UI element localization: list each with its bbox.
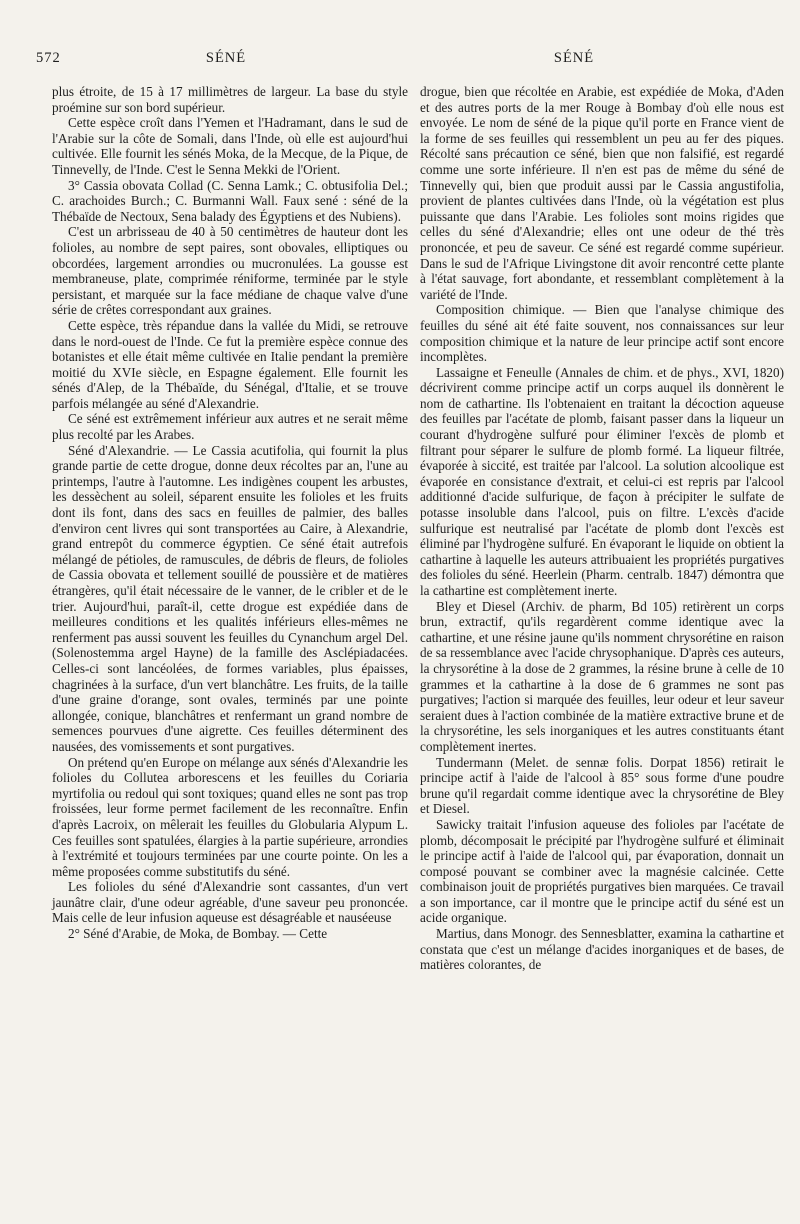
section-paragraph: Composition chimique. — Bien que l'analyse chimique des feuilles du séné ait été faite souvent, nos connaissances sur leur composition chimique et la nature de leur principe actif sont encore incomplètes. <box>420 302 784 365</box>
paragraph: 3° Cassia obovata Collad (C. Senna Lamk.; C. obtusifolia Del.; C. arachoides Burch.; C. Burmanni Wall. Faux sené : séné de la Thébaïde de Nectoux, Sena balady des Égyptiens et des Nubiens). <box>52 177 408 224</box>
paragraph: Lassaigne et Feneulle (Annales de chim. et de phys., XVI, 1820) décrivirent comme principe actif un corps auquel ils donnèrent le nom de cathartine. Ils l'obtenaient en traitant la décoction aqueuse des feuilles par l'acétate de plomb, faisant passer dans la liqueur un courant d'hydrogène sulfuré pour éliminer l'excès de plomb et filtrant pour séparer le sulfure de plomb formé. La liqueur filtrée, évaporée à siccité, est traitée par l'alcool. La solution alcoolique est évaporée en consistance d'extrait, et celui-ci est repris par l'alcool additionné d'acide sulfurique, de façon à précipiter le sulfate de potasse insoluble dans l'alcool, puis on filtre. L'excès d'acide sulfurique est neutralisé par l'acétate de plomb dont l'excès est éliminé par l'hydrogène sulfuré. En évaporant le liquide on obtient la cathartine à laquelle les auteurs attribuaient les propriétés purgatives des folioles du séné. Heerlein (Pharm. centralb. 1847) démontra que la cathartine est complètement inerte. <box>420 364 784 598</box>
paragraph: Martius, dans Monogr. des Sennesblatter, examina la cathartine et constata que c'est un mélange d'acides inorganiques et de bases, de matières colorantes, de <box>420 926 784 973</box>
running-title-right: SÉNÉ <box>553 50 595 66</box>
paragraph: Cette espèce, très répandue dans la vallée du Midi, se retrouve dans le nord-ouest de l'Inde. Ce fut la première espèce connue des botanistes et elle était même cultivée en Italie pendant la première moitié du XVIe siècle, en Espagne également. Elle fournit les sénés d'Alep, de la Thébaïde, du Sénégal, d'Italie, et se trouve parfois mélangée au séné d'Alexandrie. <box>52 317 408 411</box>
paragraph: Tundermann (Melet. de sennæ folis. Dorpat 1856) retirait le principe actif à l'aide de l'alcool à 85° sous forme d'une poudre brune qu'il regardait comme identique avec la chrysorétine de Bley et Diesel. <box>420 754 784 817</box>
paragraph: Ce séné est extrêmement inférieur aux autres et ne serait même plus recolté par les Arabes. <box>52 411 408 443</box>
running-title-left: SÉNÉ <box>205 50 247 66</box>
right-column <box>420 84 784 973</box>
paragraph: 2° Séné d'Arabie, de Moka, de Bombay. — Cette <box>68 926 328 942</box>
page-number: 572 <box>36 50 61 66</box>
paragraph: Sawicky traitait l'infusion aqueuse des folioles par l'acétate de plomb, décomposait le précipité par l'hydrogène sulfuré et éliminait le principe actif à l'aide de l'alcool qui, par évaporation, donnait un composé pouvant se combiner avec la magnésie calcinée. Cette combinaison jouit de propriétés purgatives bien marquées. Ce travail a son importance, car il montre que le principe actif du séné est un acide organique. <box>420 816 784 926</box>
paragraph: Séné d'Alexandrie. — Le Cassia acutifolia, qui fournit la plus grande partie de cette drogue, donne deux récoltes par an, l'une au printemps, l'autre à l'automne. Les indigènes coupent les arbustes, les dessèchent au soleil, séparent ensuite les folioles et les fruits dont ils font, dans des sacs en feuilles de palmier, des balles d'environ cent livres qui sont transportées au Caire, à Alexandrie, grand entrepôt du commerce égyptien. Ce séné était autrefois mélangé de pétioles, de ramuscules, de débris de fleurs, de folioles de Cassia obovata et tellement souillé de poussière et de matières étrangères, qu'il était nécessaire de le vanner, de le cribler et de le trier. Aujourd'hui, paraît-il, cette drogue est expédiée dans de meilleures conditions et les qualités inférieurs elles-mêmes ne renferment pas aussi souvent les feuilles du Cynanchum argel Del. (Solenostemma argel Hayne) de la famille des Asclépiadacées. Celles-ci sont lancéolées, de formes variables, plus épaisses, chagrinées à la surface, d'un vert blanchâtre. Les fruits, de la taille d'une graine d'orange, sont ovales, terminés par une pointe allongée, conique, blanchâtres et renfermant un grand nombre de semences pourvues d'une aigrette. Ces feuilles déterminent des nausées, des vomissements et sont purgatives. <box>52 442 408 754</box>
paragraph: drogue, bien que récoltée en Arabie, est expédiée de Moka, d'Aden et des autres ports de la mer Rouge à Bombay d'où elle nous est envoyée. Le nom de séné de la pique qu'il porte en France vient de la forme de ses feuilles qui ressemblent un peu au fer des piques. Récolté sans précaution ce séné, bien que non falsifié, est regardé comme une sorte inférieure. Il n'en est pas de même du séné de Tinnevelly qui, bien que produit aussi par le Cassia angustifolia, provient de plantes cultivées dans l'Inde, où la végétation est plus puissante que dans l'Arabie. Les folioles sont moins rigides que celles du séné d'Alexandrie; elles ont une odeur de thé très prononcée, et peu de saveur. Ce séné est regardé comme supérieur. Dans le sud de l'Afrique Livingstone dit avoir rencontré cette plante à l'état sauvage, fort abondante, et ressemblant complètement à la variété de l'Inde. <box>420 84 784 302</box>
paragraph: On prétend qu'en Europe on mélange aux sénés d'Alexandrie les folioles du Collutea arborescens et les feuilles du Coriaria myrtifolia ou redoul qui sont toxiques; quand elles ne sont pas trop froissées, leur forme permet facilement de les reconnaître. Enfin d'après Lacroix, on mêlerait les feuilles du Globularia Alypum L. Ces feuilles sont spatulées, élargies à la partie supérieure, arrondies à l'extrémité et toujours terminées par une courte pointe. On les a même proposées comme substitutifs du séné. <box>52 754 408 879</box>
paragraph: C'est un arbrisseau de 40 à 50 centimètres de hauteur dont les folioles, au nombre de sept paires, sont obovales, elliptiques ou obcordées, largement arrondies ou mucronulées. La gousse est membraneuse, plate, comprimée réniforme, terminée par le style persistant, et marquée sur la face médiane de chaque valve d'une série de crêtes correspondant aux graines. <box>52 224 408 318</box>
left-column <box>52 84 408 942</box>
paragraph: Les folioles du séné d'Alexandrie sont cassantes, d'un vert jaunâtre clair, d'une odeur agréable, d'une saveur peu prononcée. Mais celle de leur infusion aqueuse est désagréable et nauséeuse <box>52 879 408 926</box>
paragraph: plus étroite, de 15 à 17 millimètres de largeur. La base du style proémine sur son bord supérieur. <box>52 84 408 115</box>
paragraph: Cette espèce croît dans l'Yemen et l'Hadramant, dans le sud de l'Arabie sur la côte de Somali, dans l'Inde, où elle est aujourd'hui cultivée. Elle fournit les sénés Moka, de la Mecque, de la Pique, de Tinnevelly, de l'Inde. C'est le Senna Mekki de l'Orient. <box>52 115 408 177</box>
page-header <box>36 50 764 76</box>
paragraph: Bley et Diesel (Archiv. de pharm, Bd 105) retirèrent un corps brun, extractif, qu'ils regardèrent comme identique avec la cathartine, et une résine jaune qu'ils nomment chrysorétine en raison de sa ressemblance avec l'acide chrysophanique. D'après ces auteurs, la chrysorétine à la dose de 2 grammes, la résine brune à celle de 10 grammes et la cathartine à la dose de 6 grammes ne sont pas purgatives; l'action si marquée des feuilles, leur odeur et leur saveur seraient dues à l'action combinée de la matière extractive brune et de la chrysorétine, les sels inorganiques et les autres constituants étant complètement inertes. <box>420 598 784 754</box>
